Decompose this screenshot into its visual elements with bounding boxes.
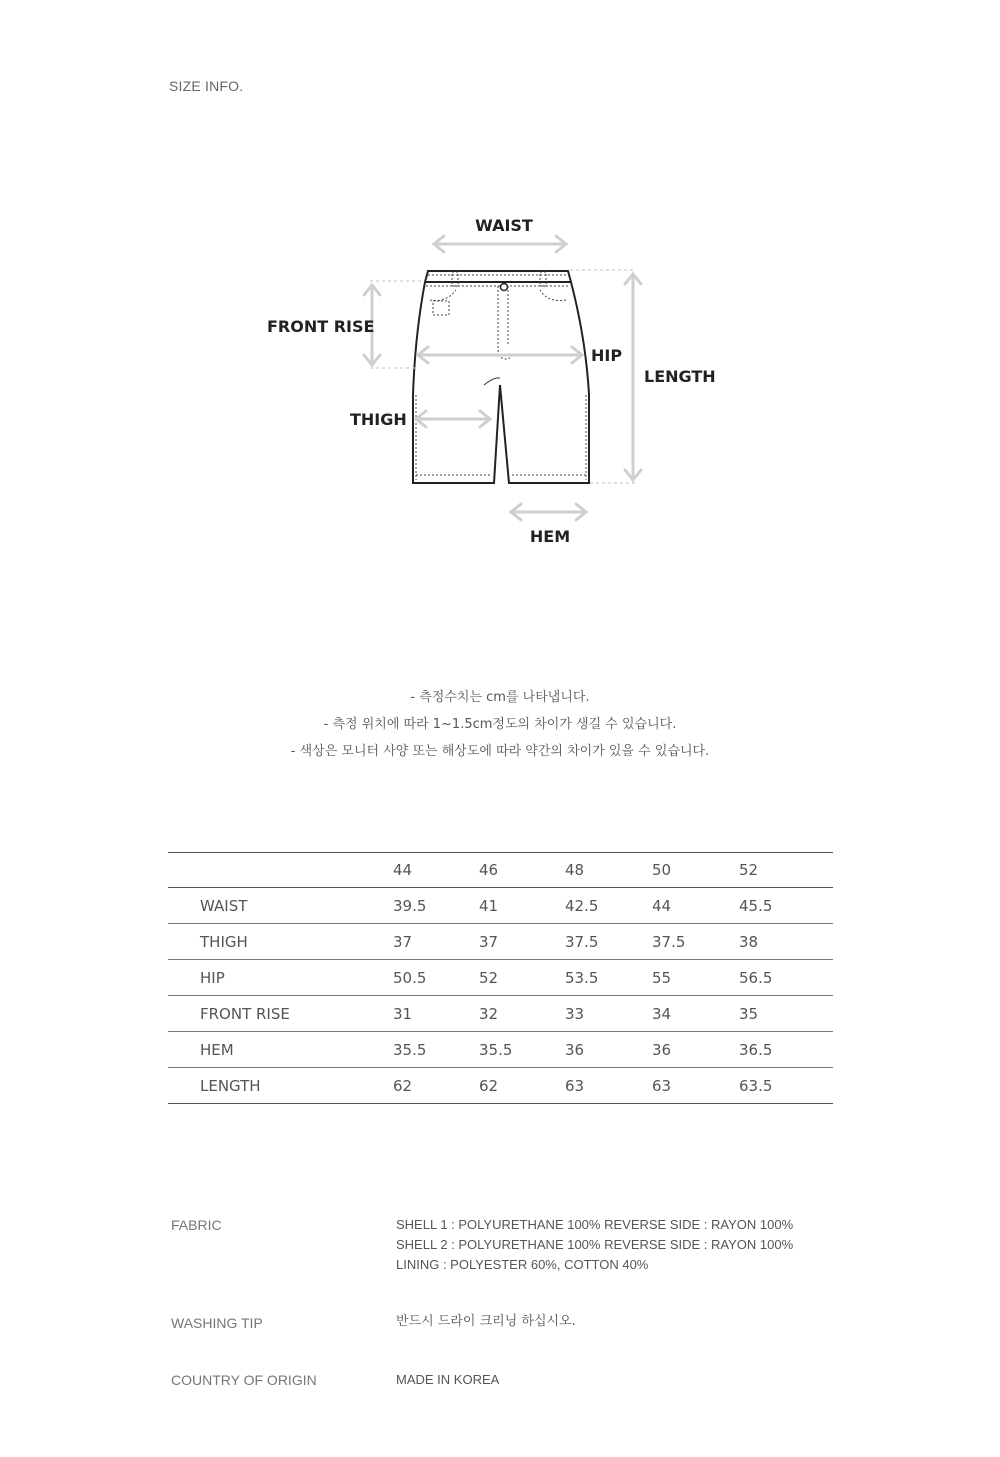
- row-label: WAIST: [168, 888, 393, 924]
- label-front-rise: FRONT RISE: [267, 317, 375, 336]
- table-cell: 35.5: [393, 1032, 479, 1068]
- label-waist: WAIST: [475, 216, 533, 235]
- row-label: FRONT RISE: [168, 996, 393, 1032]
- table-row: [168, 924, 833, 960]
- washing-tip-value: 반드시 드라이 크리닝 하십시오.: [396, 1314, 576, 1329]
- table-cell: 31: [393, 996, 479, 1032]
- row-label: THIGH: [168, 924, 393, 960]
- table-cell: 42.5: [565, 888, 652, 924]
- shorts-illustration: [413, 271, 589, 483]
- fabric-line: LINING : POLYESTER 60%, COTTON 40%: [396, 1257, 649, 1272]
- table-cell: 36: [565, 1032, 652, 1068]
- size-header-cell: 44: [393, 853, 479, 888]
- table-cell: 55: [652, 960, 739, 996]
- table-cell: 52: [479, 960, 565, 996]
- size-header-row: [168, 853, 833, 888]
- size-table: [168, 852, 833, 1104]
- table-cell: 63.5: [739, 1068, 833, 1104]
- row-label: LENGTH: [168, 1068, 393, 1104]
- table-cell: 53.5: [565, 960, 652, 996]
- table-cell: 63: [652, 1068, 739, 1104]
- table-row: [168, 888, 833, 924]
- size-header-cell: 50: [652, 853, 739, 888]
- label-length: LENGTH: [644, 367, 716, 386]
- table-row: [168, 1032, 833, 1068]
- table-cell: 33: [565, 996, 652, 1032]
- table-cell: 35.5: [479, 1032, 565, 1068]
- fabric-line: SHELL 2 : POLYURETHANE 100% REVERSE SIDE : RAYON 100%: [396, 1237, 794, 1252]
- table-cell: 39.5: [393, 888, 479, 924]
- fabric-label: FABRIC: [171, 1217, 222, 1233]
- button-detail: [501, 284, 508, 291]
- shorts-measurement-diagram: [0, 0, 1000, 600]
- label-hip: HIP: [591, 346, 623, 365]
- row-label: HIP: [168, 960, 393, 996]
- note-line: - 측정 위치에 따라 1~1.5cm정도의 차이가 생길 수 있습니다.: [323, 717, 677, 732]
- table-cell: 36.5: [739, 1032, 833, 1068]
- size-header-cell: 48: [565, 853, 652, 888]
- table-cell: 50.5: [393, 960, 479, 996]
- table-cell: 41: [479, 888, 565, 924]
- size-header-blank: [168, 853, 393, 888]
- table-cell: 37.5: [565, 924, 652, 960]
- table-cell: 37: [393, 924, 479, 960]
- table-cell: 56.5: [739, 960, 833, 996]
- fabric-value: [396, 1215, 793, 1275]
- table-cell: 38: [739, 924, 833, 960]
- table-cell: 62: [479, 1068, 565, 1104]
- measurement-notes: [0, 684, 1000, 765]
- label-thigh: THIGH: [350, 410, 407, 429]
- size-header-cell: 46: [479, 853, 565, 888]
- table-cell: 63: [565, 1068, 652, 1104]
- washing-tip-label: WASHING TIP: [171, 1315, 263, 1331]
- table-row: [168, 960, 833, 996]
- label-hem: HEM: [529, 527, 571, 546]
- origin-label: COUNTRY OF ORIGIN: [171, 1372, 317, 1388]
- page-title: SIZE INFO.: [169, 78, 244, 94]
- table-cell: 36: [652, 1032, 739, 1068]
- table-row: [168, 1068, 833, 1104]
- origin-value: MADE IN KOREA: [396, 1372, 500, 1387]
- table-cell: 45.5: [739, 888, 833, 924]
- fabric-line: SHELL 1 : POLYURETHANE 100% REVERSE SIDE : RAYON 100%: [396, 1217, 794, 1232]
- table-cell: 44: [652, 888, 739, 924]
- table-cell: 32: [479, 996, 565, 1032]
- note-line: - 색상은 모니터 사양 또는 해상도에 따라 약간의 차이가 있을 수 있습니다.: [290, 744, 710, 759]
- note-line: - 측정수치는 cm를 나타냅니다.: [410, 690, 590, 705]
- table-cell: 37: [479, 924, 565, 960]
- table-cell: 37.5: [652, 924, 739, 960]
- table-cell: 34: [652, 996, 739, 1032]
- size-header-cell: 52: [739, 853, 833, 888]
- table-cell: 62: [393, 1068, 479, 1104]
- table-cell: 35: [739, 996, 833, 1032]
- table-row: [168, 996, 833, 1032]
- row-label: HEM: [168, 1032, 393, 1068]
